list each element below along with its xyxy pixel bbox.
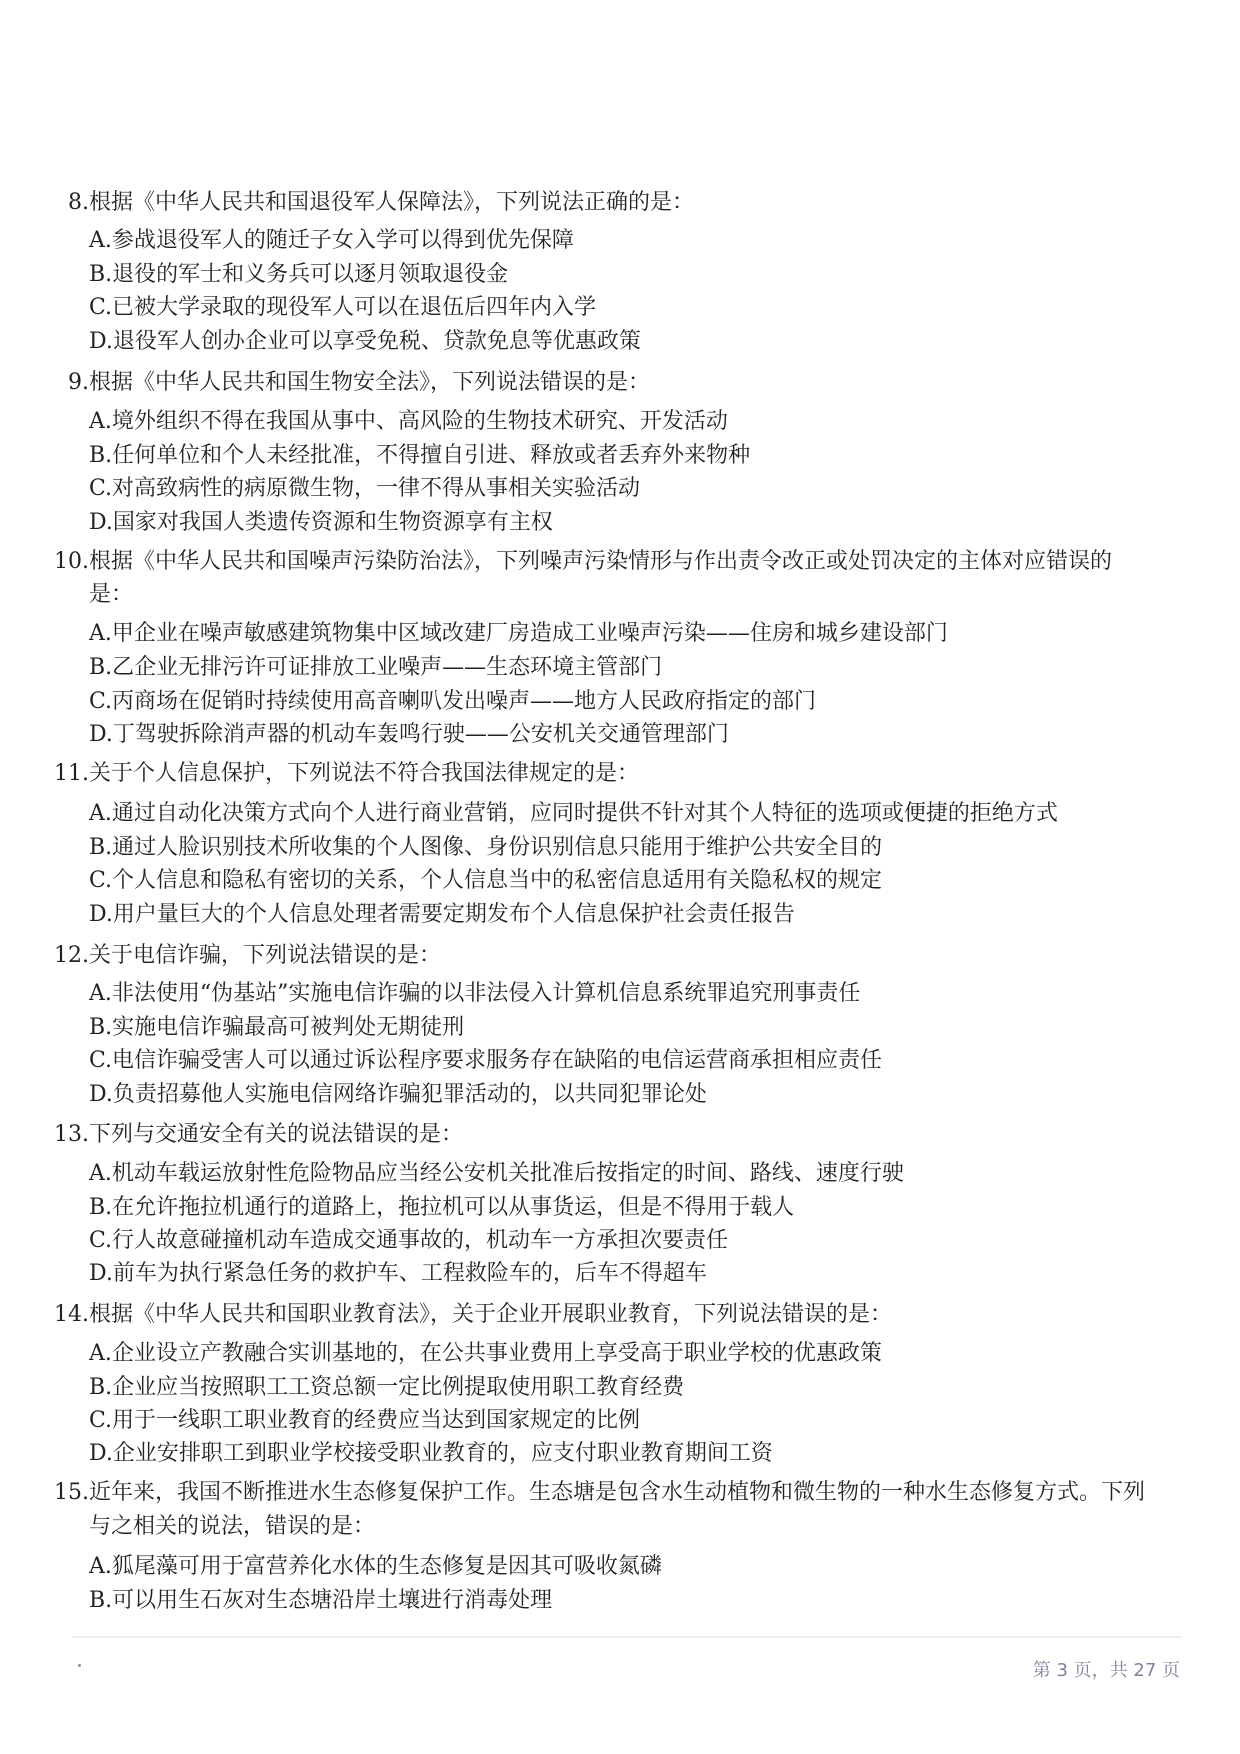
answer-option: D.负责招募他人实施电信网络诈骗犯罪活动的，以共同犯罪论处: [89, 1082, 707, 1107]
question-number: 13.: [54, 1122, 89, 1147]
answer-option: C.电信诈骗受害人可以通过诉讼程序要求服务存在缺陷的电信运营商承担相应责任: [89, 1048, 883, 1073]
answer-option: A.机动车载运放射性危险物品应当经公安机关批准后按指定的时间、路线、速度行驶: [89, 1161, 904, 1186]
answer-option: C.已被大学录取的现役军人可以在退伍后四年内入学: [89, 295, 597, 320]
answer-option: A.参战退役军人的随迁子女入学可以得到优先保障: [89, 228, 574, 253]
answer-option: B.实施电信诈骗最高可被判处无期徒刑: [89, 1015, 465, 1040]
footer-divider: [72, 1636, 1182, 1638]
answer-option: C.行人故意碰撞机动车造成交通事故的，机动车一方承担次要责任: [89, 1228, 729, 1253]
answer-option: B.乙企业无排污许可证排放工业噪声——生态环境主管部门: [89, 655, 663, 680]
question-number: 9.: [68, 370, 89, 395]
answer-option: C.个人信息和隐私有密切的关系，个人信息当中的私密信息适用有关隐私权的规定: [89, 868, 883, 893]
answer-option: D.企业安排职工到职业学校接受职业教育的，应支付职业教育期间工资: [89, 1441, 773, 1466]
question-number: 15.: [54, 1480, 89, 1505]
question-number: 8.: [68, 190, 89, 215]
question-stem: 根据《中华人民共和国噪声污染防治法》，下列噪声污染情形与作出责令改正或处罚决定的主体对应错误的: [89, 549, 1113, 574]
question-number: 14.: [54, 1302, 89, 1327]
question-stem: 近年来，我国不断推进水生态修复保护工作。生态塘是包含水生动植物和微生物的一种水生态修复方式。下列: [89, 1480, 1146, 1505]
answer-option: A.非法使用“伪基站”实施电信诈骗的以非法侵入计算机信息系统罪追究刑事责任: [89, 981, 861, 1006]
question-stem: 关于个人信息保护，下列说法不符合我国法律规定的是：: [89, 761, 640, 786]
answer-option: A.境外组织不得在我国从事中、高风险的生物技术研究、开发活动: [89, 409, 728, 434]
question-number: 10.: [54, 549, 89, 574]
answer-option: C.丙商场在促销时持续使用高音喇叭发出噪声——地方人民政府指定的部门: [89, 689, 817, 714]
answer-option: B.可以用生石灰对生态塘沿岸土壤进行消毒处理: [89, 1588, 553, 1613]
answer-option: C.对高致病性的病原微生物，一律不得从事相关实验活动: [89, 476, 641, 501]
question-stem: 关于电信诈骗，下列说法错误的是：: [89, 943, 442, 968]
answer-option: D.国家对我国人类遗传资源和生物资源享有主权: [89, 510, 553, 535]
answer-option: D.退役军人创办企业可以享受免税、贷款免息等优惠政策: [89, 329, 641, 354]
answer-option: A.企业设立产教融合实训基地的，在公共事业费用上享受高于职业学校的优惠政策: [89, 1341, 882, 1366]
answer-option: D.前车为执行紧急任务的救护车、工程救险车的，后车不得超车: [89, 1261, 707, 1286]
question-stem: 是：: [89, 582, 134, 607]
question-stem: 下列与交通安全有关的说法错误的是：: [89, 1122, 464, 1147]
answer-option: D.用户量巨大的个人信息处理者需要定期发布个人信息保护社会责任报告: [89, 902, 795, 927]
answer-option: C.用于一线职工职业教育的经费应当达到国家规定的比例: [89, 1408, 641, 1433]
question-stem: 根据《中华人民共和国生物安全法》，下列说法错误的是：: [89, 370, 651, 395]
question-stem: 根据《中华人民共和国退役军人保障法》，下列说法正确的是：: [89, 190, 695, 215]
answer-option: B.企业应当按照职工工资总额一定比例提取使用职工教育经费: [89, 1375, 685, 1400]
answer-option: B.退役的军士和义务兵可以逐月领取退役金: [89, 262, 509, 287]
answer-option: B.任何单位和个人未经批准，不得擅自引进、释放或者丢弃外来物种: [89, 443, 751, 468]
question-stem: 根据《中华人民共和国职业教育法》，关于企业开展职业教育，下列说法错误的是：: [89, 1302, 893, 1327]
answer-option: A.通过自动化决策方式向个人进行商业营销，应同时提供不针对其个人特征的选项或便捷的拒绝方式: [89, 801, 1058, 826]
question-number: 11.: [54, 761, 89, 786]
question-number: 12.: [54, 943, 89, 968]
answer-option: D.丁驾驶拆除消声器的机动车轰鸣行驶——公安机关交通管理部门: [89, 722, 729, 747]
footer-dot: [78, 1664, 81, 1667]
page-number: 第 3 页，共 27 页: [1032, 1660, 1180, 1681]
answer-option: A.狐尾藻可用于富营养化水体的生态修复是因其可吸收氮磷: [89, 1554, 662, 1579]
answer-option: A.甲企业在噪声敏感建筑物集中区域改建厂房造成工业噪声污染——住房和城乡建设部门: [89, 621, 948, 646]
answer-option: B.在允许拖拉机通行的道路上，拖拉机可以从事货运，但是不得用于载人: [89, 1195, 795, 1220]
question-stem: 与之相关的说法，错误的是：: [89, 1514, 376, 1539]
answer-option: B.通过人脸识别技术所收集的个人图像、身份识别信息只能用于维护公共安全目的: [89, 835, 883, 860]
